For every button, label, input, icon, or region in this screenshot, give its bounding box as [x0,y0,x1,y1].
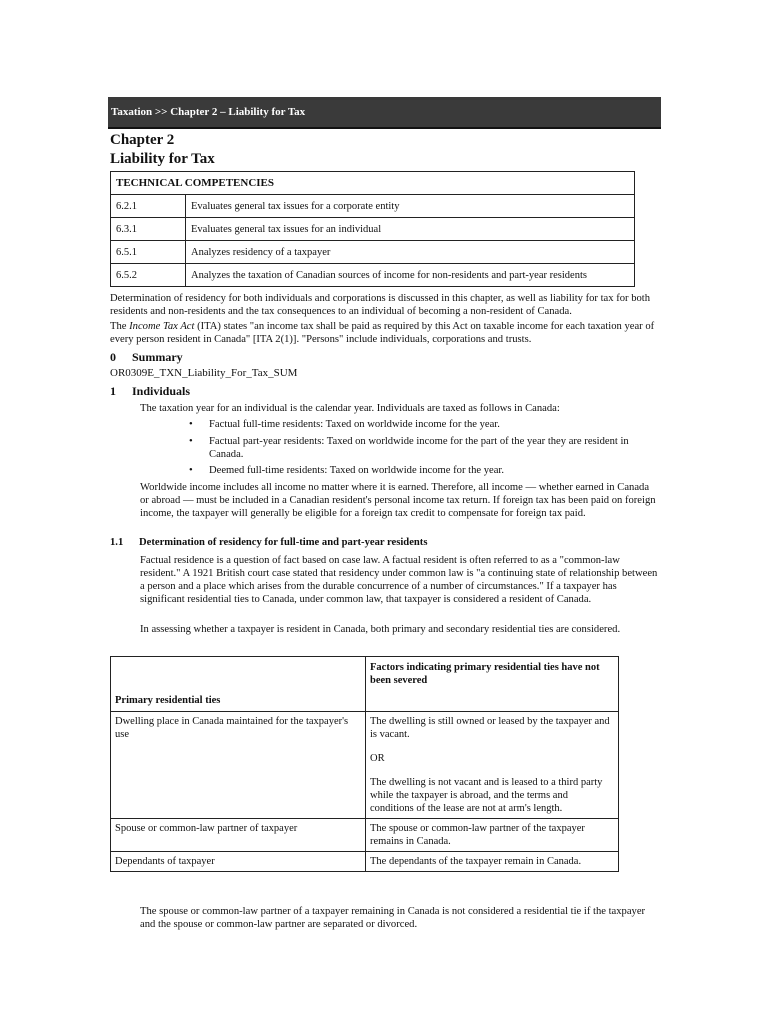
competencies-header: TECHNICAL COMPETENCIES [111,172,635,195]
worldwide-income-paragraph: Worldwide income includes all income no matter where it is earned. Therefore, all income — whether earned in Canada or abroad — must be included in a Canadian resident's personal income tax return. If foreign tax has been paid on foreign income, the taxpayer will generally be eligible for a foreign tax credit to compensate for foreign tax paid. [140,482,656,519]
residency-heading [110,537,427,548]
ita-text-pre: The [110,321,130,332]
residential-ties-paragraph: In assessing whether a taxpayer is resident in Canada, both primary and secondary residential ties are considered. [140,624,621,635]
bullet-text: Factual part-year residents: Taxed on worldwide income for the part of the year they are resident in Canada. [209,436,629,460]
summary-code: OR0309E_TXN_Liability_For_Tax_SUM [110,367,298,379]
breadcrumb: Taxation >> Chapter 2 – Liability for Tax [108,97,661,129]
competency-code: 6.3.1 [111,218,186,241]
competency-code: 6.5.1 [111,241,186,264]
ita-act-name: Income Tax Act [129,321,195,332]
ties-col1-header: Primary residential ties [111,657,366,712]
ties-col2-header: Factors indicating primary residential ties have not been severed [366,657,619,712]
competencies-header-row [111,172,635,195]
summary-heading [110,350,183,365]
individuals-title: Individuals [132,384,191,398]
tie-cell: Spouse or common-law partner of taxpayer [111,819,366,852]
chapter-title: Liability for Tax [110,151,215,167]
tie-cell: Dependants of taxpayer [111,852,366,872]
factor-cell [366,852,619,872]
table-row [111,852,619,872]
competency-text: Evaluates general tax issues for a corporate entity [186,195,635,218]
factor-text: The dwelling is still owned or leased by the taxpayer and is vacant. [370,716,610,740]
bullet-text: Deemed full-time residents: Taxed on worldwide income for the year. [209,465,505,476]
competency-text: Analyzes the taxation of Canadian sources of income for non-residents and part-year residents [186,264,635,287]
ita-paragraph [110,320,658,346]
table-row [111,195,635,218]
table-row [111,712,619,819]
bullet-icon: • [189,419,193,430]
bullet-text: Factual full-time residents: Taxed on worldwide income for the year. [209,419,500,430]
factor-cell [366,819,619,852]
primary-ties-table [110,656,619,872]
competency-text: Analyzes residency of a taxpayer [186,241,635,264]
individuals-number: 1 [110,384,116,398]
factor-text: The spouse or common-law partner of the taxpayer remains in Canada. [370,823,585,847]
individuals-heading [110,384,190,399]
ita-text-post: (ITA) states "an income tax shall be paid as required by this Act on taxable income for each taxation year of every person resident in Canada" [ITA 2(1)]. "Persons" include individuals, corporations and trusts. [110,321,655,345]
list-item [189,418,661,431]
summary-title: Summary [132,350,183,364]
factor-text: OR [370,753,385,764]
factor-text: The dependants of the taxpayer remain in Canada. [370,856,582,867]
competency-code: 6.5.2 [111,264,186,287]
bullet-icon: • [189,436,193,447]
table-row [111,819,619,852]
competency-text: Evaluates general tax issues for an individual [186,218,635,241]
factor-cell [366,712,619,819]
chapter-number: Chapter 2 [110,132,175,148]
list-item [189,435,661,461]
bullet-icon: • [189,465,193,476]
tie-cell: Dwelling place in Canada maintained for the taxpayer's use [111,712,366,819]
factual-residence-paragraph: Factual residence is a question of fact based on case law. A factual resident is often referred to as a "common-law resident." A 1921 British court case stated that residency under common law is "a continuing state of relationship between a person and a place which arises from the durable concurrence of a number of circumstances." If a taxpayer has significant residential ties to Canada, under common law, that taxpayer is considered a resident of Canada. [140,555,658,605]
individuals-intro: The taxation year for an individual is the calendar year. Individuals are taxed as follows in Canada: [140,403,560,414]
footnote-paragraph: The spouse or common-law partner of a taxpayer remaining in Canada is not considered a residential tie if the taxpayer and the spouse or common-law partner are separated or divorced. [140,906,646,930]
list-item [189,464,661,477]
ties-header-row [111,657,619,712]
factor-text: The dwelling is not vacant and is leased to a third party while the taxpayer is abroad, and the terms and conditions of the lease are not at arm's length. [370,777,603,814]
residency-title: Determination of residency for full-time and part-year residents [139,537,428,548]
competencies-table [110,171,635,287]
summary-number: 0 [110,350,116,364]
residency-number: 1.1 [110,537,124,548]
table-row [111,264,635,287]
table-row [111,218,635,241]
competency-code: 6.2.1 [111,195,186,218]
intro-paragraph: Determination of residency for both individuals and corporations is discussed in this chapter, as well as liability for tax for both residents and non-residents and the tax consequences to an individual of becoming a non-resident of Canada. [110,293,651,317]
table-row [111,241,635,264]
